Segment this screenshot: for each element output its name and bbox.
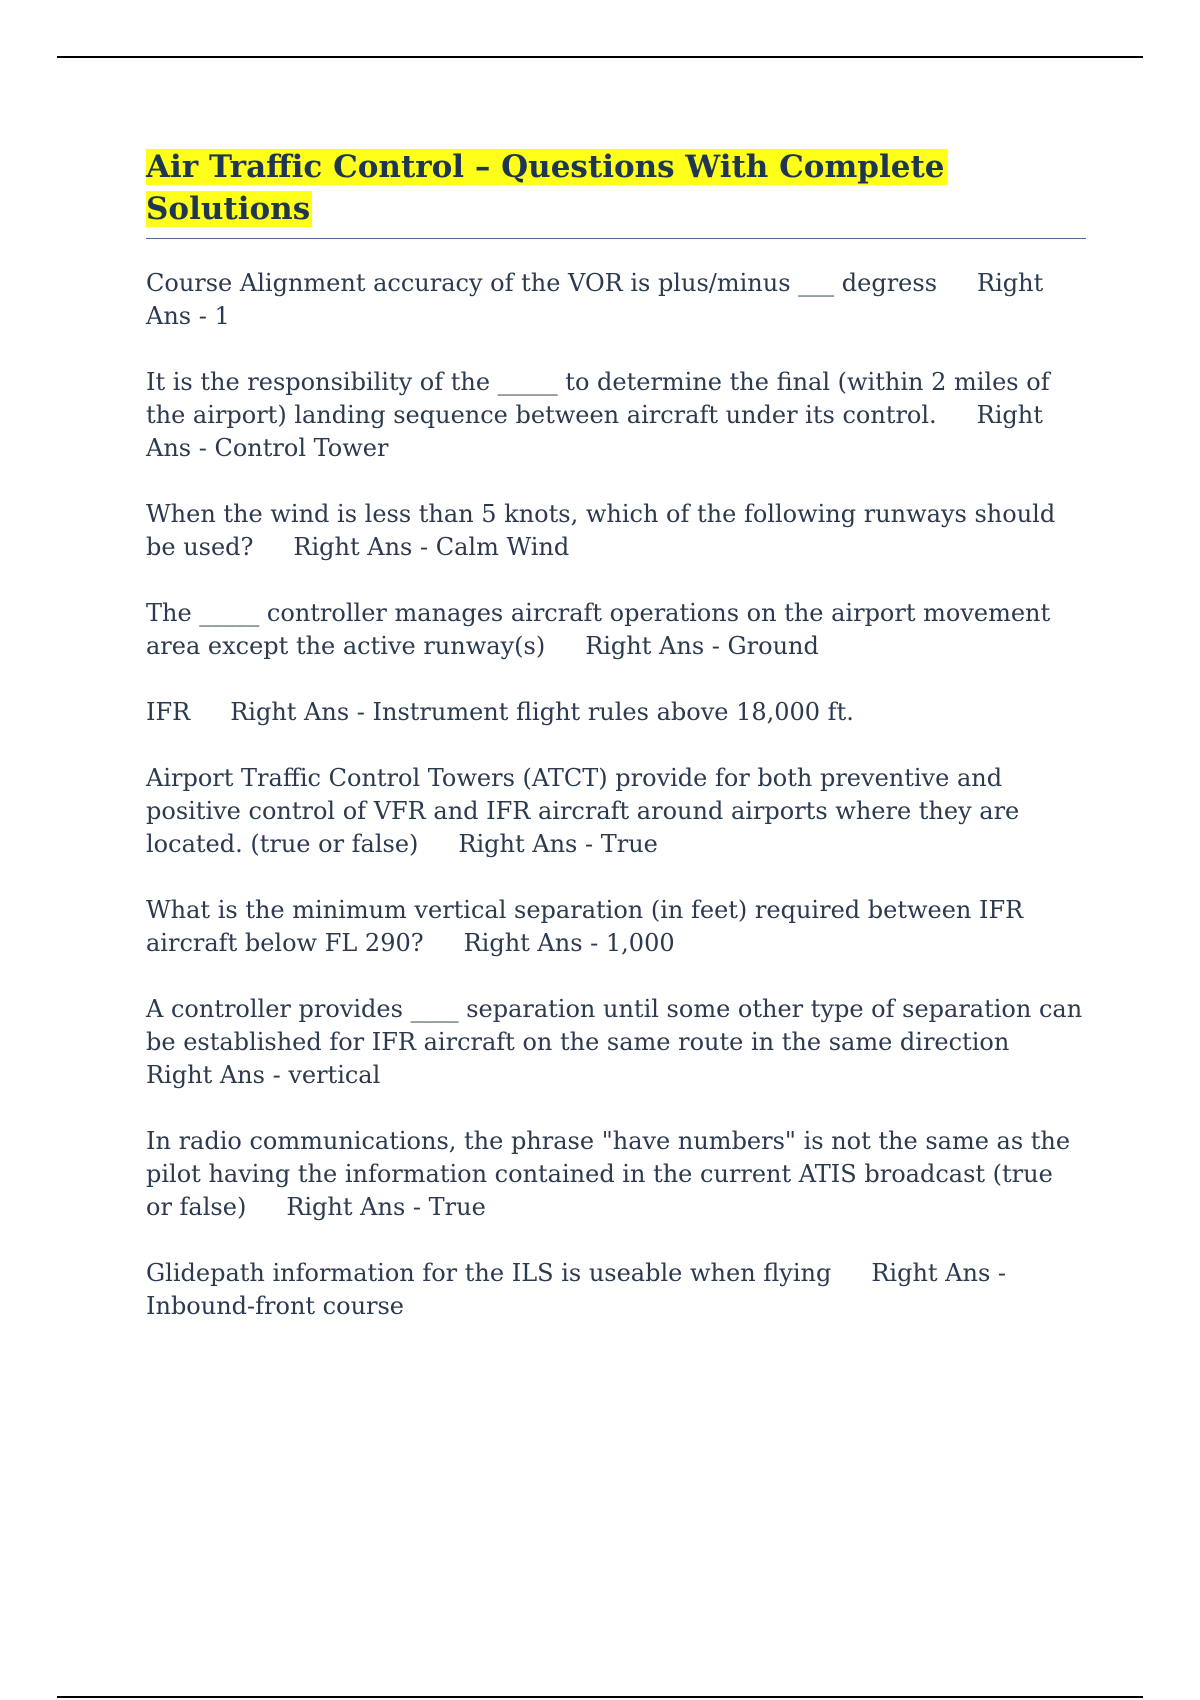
answer-prefix: Right Ans - [871, 1259, 1007, 1287]
answer-text: Calm Wind [435, 533, 570, 561]
answer-text: True [600, 830, 658, 858]
question-text: When the wind is less than 5 knots, which of the following runways should be used? [146, 500, 1056, 561]
answer-text: Inbound-front course [146, 1292, 405, 1320]
question-text: The _____ controller manages aircraft operations on the airport movement area except the active runway(s) [146, 599, 1051, 660]
document-content [146, 146, 1086, 1356]
footer-rule [57, 1696, 1143, 1698]
qa-item [146, 498, 1086, 564]
answer-prefix: Right Ans - [463, 929, 606, 957]
document-title [146, 146, 1086, 239]
question-text: In radio communications, the phrase "have numbers" is not the same as the pilot having the information contained in the current ATIS broadcast (true or false) [146, 1127, 1071, 1221]
answer-prefix: Right Ans - [458, 830, 601, 858]
question-text: Course Alignment accuracy of the VOR is plus/minus ___ degress [146, 269, 938, 297]
qa-list [146, 267, 1086, 1323]
answer-prefix: Right Ans - [146, 269, 1044, 330]
answer-text: 1,000 [605, 929, 675, 957]
qa-item [146, 1125, 1086, 1224]
answer-text: True [428, 1193, 486, 1221]
qa-item [146, 993, 1086, 1092]
question-text: It is the responsibility of the _____ to determine the final (within 2 miles of the airport) landing sequence between aircraft under its control. [146, 368, 1050, 429]
answer-prefix: Right Ans - [230, 698, 373, 726]
qa-item [146, 762, 1086, 861]
answer-prefix: Right Ans - [146, 401, 1043, 462]
answer-text: vertical [288, 1061, 381, 1089]
question-text: Glidepath information for the ILS is useable when flying [146, 1259, 832, 1287]
qa-item [146, 597, 1086, 663]
answer-text: Ground [727, 632, 819, 660]
answer-prefix: Right Ans - [286, 1193, 429, 1221]
answer-prefix: Right Ans - [585, 632, 728, 660]
qa-item [146, 696, 1086, 729]
answer-text: Instrument flight rules above 18,000 ft. [372, 698, 854, 726]
answer-prefix: Right Ans - [293, 533, 436, 561]
qa-item [146, 1257, 1086, 1323]
question-text: Airport Traffic Control Towers (ATCT) provide for both preventive and positive control of VFR and IFR aircraft around airports where they are located. (true or false) [146, 764, 1020, 858]
question-text: A controller provides ____ separation until some other type of separation can be established for IFR aircraft on the same route in the same direction [146, 995, 1083, 1056]
question-text: What is the minimum vertical separation (in feet) required between IFR aircraft below FL 290? [146, 896, 1024, 957]
answer-prefix: Right Ans - [146, 1061, 289, 1089]
answer-text: 1 [214, 302, 230, 330]
title-highlight: Air Traffic Control – Questions With Complete Solutions [146, 149, 945, 227]
qa-item [146, 894, 1086, 960]
qa-item [146, 267, 1086, 333]
question-text: IFR [146, 698, 191, 726]
answer-text: Control Tower [214, 434, 389, 462]
qa-item [146, 366, 1086, 465]
header-rule [57, 56, 1143, 58]
